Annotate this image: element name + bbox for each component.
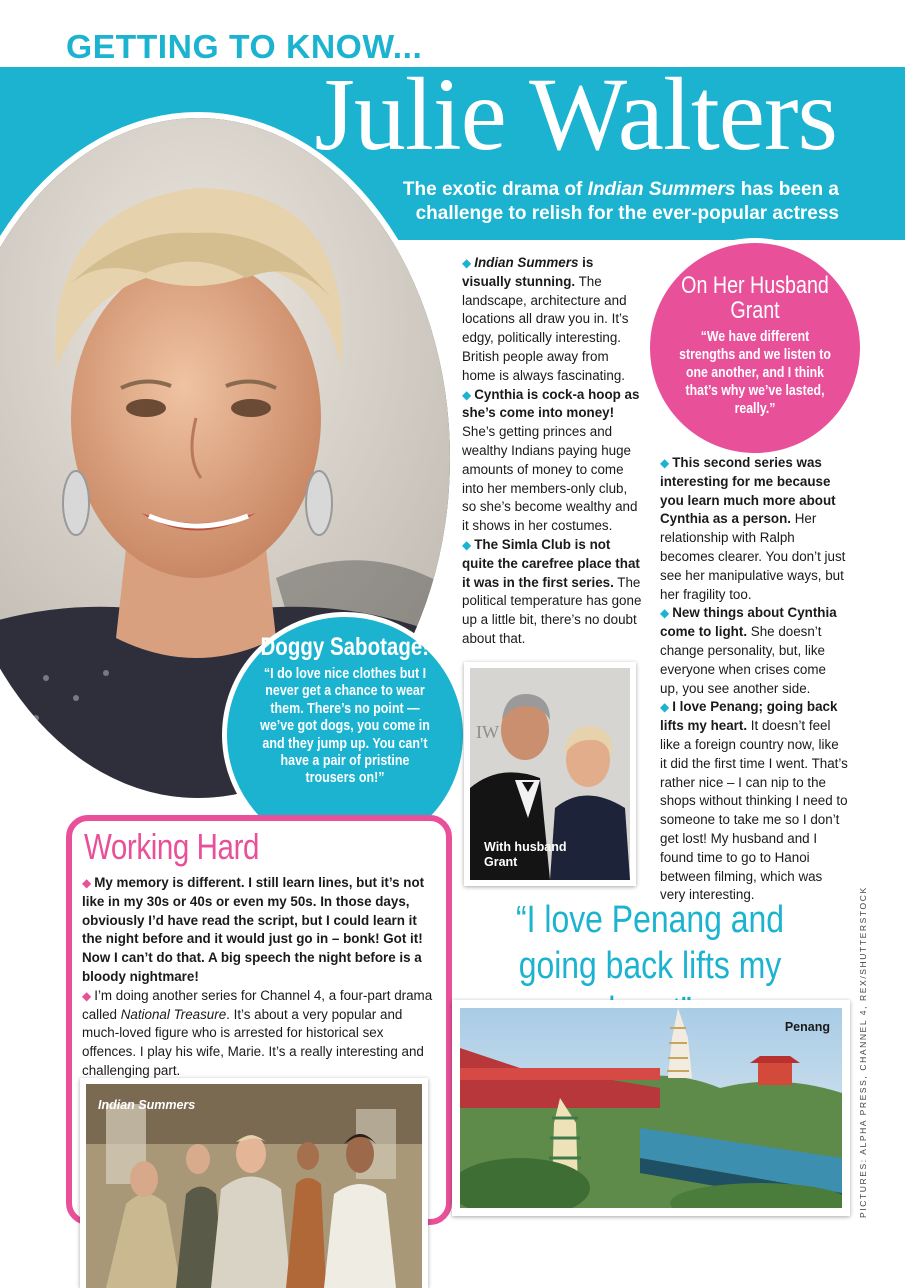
headline-name: Julie Walters xyxy=(314,57,837,172)
indian-summers-illustration xyxy=(86,1084,422,1288)
article-column-2 xyxy=(660,454,848,905)
paragraph-lead: The Simla Club is not quite the carefree place that it was in the first series. xyxy=(462,536,640,590)
penang-illustration xyxy=(460,1008,842,1208)
paragraph xyxy=(82,874,434,987)
paragraph-lead: Cynthia is cock-a hoop as she’s come into money! xyxy=(462,386,640,421)
show-title: Indian Summers xyxy=(474,255,579,270)
paragraph xyxy=(462,386,642,536)
couple-photo xyxy=(464,662,636,886)
paragraph-lead: is visually stunning. xyxy=(462,255,594,289)
picture-credit: PICTURES: ALPHA PRESS, CHANNEL 4, REX/SHUTTERSTOCK xyxy=(858,886,868,1218)
paragraph-lead: My memory is different. I still learn lines, but it’s not like in my 30s or 40s or even my 50s. In those days, obviously I’d have read the script, but I could learn it the night before and it would just go in – bonk! Got it! Now I can’t do that. A big speech the night before is a bloody nightmare! xyxy=(82,875,425,984)
husband-bubble-title: On Her Husband Grant xyxy=(681,272,829,325)
paragraph-body: Her relationship with Ralph becomes clearer. You don’t just see her manipulative ways, but her fragility too. xyxy=(660,511,846,602)
paragraph-lead: New things about Cynthia come to light. xyxy=(660,605,837,640)
standfirst-text-end: has been a challenge to relish for the ever-popular actress xyxy=(415,179,839,225)
paragraph xyxy=(660,604,848,698)
paragraph xyxy=(462,254,642,386)
paragraph-body: I’m doing another series for Channel 4, a four-part drama called xyxy=(82,987,433,1022)
paragraph xyxy=(660,698,848,905)
article-column-1 xyxy=(462,254,642,649)
paragraph-lead: I love Penang; going back lifts my heart. xyxy=(660,699,838,734)
paragraph xyxy=(660,454,848,604)
paragraph-lead: This second series was interesting for me because you learn much more about Cynthia as a person. xyxy=(660,455,836,527)
diamond-bullet-icon: ◆ xyxy=(462,256,472,270)
diamond-bullet-icon: ◆ xyxy=(660,606,670,621)
section-kicker: GETTING TO KNOW... xyxy=(66,28,423,65)
paragraph-body: It doesn’t feel like a foreign country now, like it did the first time I went. That’s rather nice – I can nip to the shops without thinking I need to someone to take me so I don’t get lost! My husband and I found time to go to Hanoi between filming, which was very interesting. xyxy=(660,718,848,903)
diamond-bullet-icon: ◆ xyxy=(462,537,472,552)
indian-summers-photo xyxy=(80,1078,428,1288)
indian-summers-caption: Indian Summers xyxy=(98,1098,196,1112)
paragraph xyxy=(82,987,434,1081)
paragraph-body: She’s getting princes and wealthy Indians paying huge amounts of money to come into her members-only club, so she’s become wealthy and it shows in her costumes. xyxy=(462,424,638,534)
paragraph-body: . It’s about a very popular and much-loved figure who is arrested for historical sex offences. I play his wife, Marie. It’s a really interesting and challenging part. xyxy=(82,1006,424,1078)
diamond-bullet-icon: ◆ xyxy=(660,456,670,470)
pull-quote: “I love Penang and going back lifts my xyxy=(516,899,784,987)
diamond-bullet-icon: ◆ xyxy=(82,876,92,890)
doggy-bubble-title: Doggy Sabotage! xyxy=(260,633,430,661)
standfirst-show-title: Indian Summers xyxy=(587,179,736,200)
show-title: National Treasure xyxy=(120,1006,227,1022)
paragraph xyxy=(462,536,642,649)
paragraph-body: The landscape, architecture and locations all draw you in. It’s edgy, politically interesting. British people away from home is always fascinating. xyxy=(462,273,629,383)
diamond-bullet-icon: ◆ xyxy=(660,700,670,715)
working-hard-title: Working Hard xyxy=(84,826,260,867)
doggy-bubble-quote: “I do love nice clothes but I never get a chance to wear them. There’s no point — we’ve got dogs, you come in and they jump up. You can’t have a pair of pristine trousers on!” xyxy=(260,666,430,787)
working-hard-text xyxy=(82,874,434,1081)
standfirst-text: The exotic drama of xyxy=(402,179,588,200)
diamond-bullet-icon: ◆ xyxy=(82,988,92,1003)
paragraph-body: The political temperature has gone up a little bit, there’s no doubt about that. xyxy=(462,574,642,646)
husband-bubble-quote: “We have different strengths and we listen to one another, and I think that’s why we’ve lasted, really.” xyxy=(679,328,831,418)
svg-text:IW: IW xyxy=(476,722,499,742)
penang-photo xyxy=(452,1000,850,1216)
husband-bubble xyxy=(645,238,865,458)
penang-caption: Penang xyxy=(784,1020,830,1034)
paragraph-body: She doesn’t change personality, but, like everyone when crises come up, you see another side. xyxy=(660,624,826,696)
standfirst xyxy=(319,178,839,227)
couple-caption: With husband Grant xyxy=(484,840,567,869)
diamond-bullet-icon: ◆ xyxy=(462,387,472,402)
